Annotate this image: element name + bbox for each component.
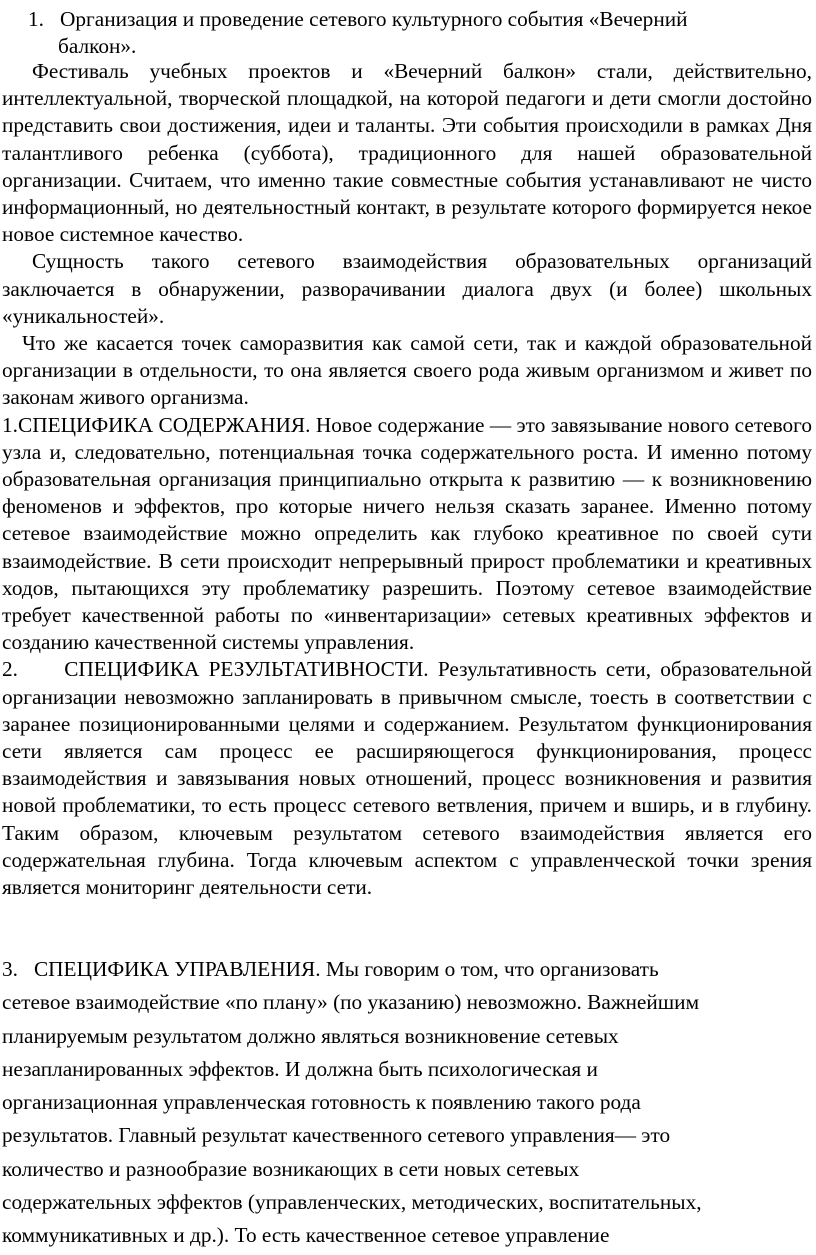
heading-line-2: балкон».: [58, 34, 137, 58]
document-heading: [28, 6, 812, 60]
section-content-specifics: [2, 412, 812, 657]
section-title: СПЕЦИФИКА СОДЕРЖАНИЯ.: [17, 412, 311, 437]
section-text-line: результатов. Главный результат качественного сетевого управления— это: [2, 1123, 671, 1148]
section-number: 3.: [2, 957, 18, 981]
section-text-line: содержательных эффектов (управленческих, методических, воспитательных,: [2, 1190, 702, 1215]
section-text-line: коммуникативных и др.). То есть качественное сетевое управление: [2, 1223, 610, 1248]
section-text-line: количество и разнообразие возникающих в сети новых сетевых: [2, 1156, 580, 1181]
paragraph-festival: Фестиваль учебных проектов и «Вечерний балкон» стали, действительно, интеллектуальной, творческой площадкой, на которой педагоги и дети смогли достойно представить свои достижения, идеи и таланты. Эти события происходили в рамках Дня талантливого ребенка (суббота), традиционного для нашей образовательной организации. Считаем, что именно такие совместные события устанавливают не чисто информационный, но деятельностный контакт, в результате которого формируется некое новое системное качество.: [2, 59, 812, 247]
paragraph-self-development: Что же касается точек саморазвития как самой сети, так и каждой образовательной организации в отдельности, то она является своего рода живым организмом и живет по законам живого организма.: [2, 331, 812, 410]
section-text-line: организационная управленческая готовность к появлению такого рода: [2, 1090, 641, 1115]
section-text: Новое содержание — это завязывание нового сетевого узла и, следовательно, потенциальная точка содержательного роста. И именно потому образовательная организация принципиально открыта к развитию — к возникновению феноменов и эффектов, про которые ничего нельзя сказать заранее. Именно потому сетевое взаимодействие можно определить как глубоко креативное по своей сути взаимодействие. В сети происходит непрерывный прирост проблематики и креативных ходов, пытающихся эту проблематику разрешить. Поэтому сетевое взаимодействие требует качественной работы по «инвентаризации» сетевых креативных эффектов и созданию качественной системы управления.: [2, 412, 813, 655]
section-results-specifics: [2, 656, 812, 901]
section-text-line: планируемым результатом должно являться возникновение сетевых: [2, 1023, 619, 1048]
heading-number: 1.: [28, 7, 44, 31]
section-text-line: незапланированных эффектов. И должна быть психологическая и: [2, 1056, 598, 1081]
section-number: 1.: [2, 412, 18, 437]
heading-line-1: Организация и проведение сетевого культурного события «Вечерний: [60, 7, 688, 31]
section-management-specifics: [2, 953, 792, 1253]
section-text-line: сетевое взаимодействие «по плану» (по указанию) невозможно. Важнейшим: [2, 990, 700, 1015]
section-text: Результативность сети, образовательной организации невозможно запланировать в привычном смысле, тоесть в соответствии с заранее позиционированными целями и содержанием. Результатом функционирования сети является сам процесс ее расширяющегося функционирования, процесс взаимодействия и завязывания новых отношений, процесс возникновения и развития новой проблематики, то есть процесс сетевого ветвления, причем и вширь, и в глубину. Таким образом, ключевым результатом сетевого взаимодействия является его содержательная глубина. Тогда ключевым аспектом с управленческой точки зрения является мониторинг деятельности сети.: [2, 657, 813, 900]
section-title: СПЕЦИФИКА УПРАВЛЕНИЯ.: [33, 957, 321, 981]
section-number: 2.: [2, 657, 18, 682]
paragraph-essence: Сущность такого сетевого взаимодействия образовательных организаций заключается в обнаружении, разворачивании диалога двух (и более) школьных «уникальностей».: [2, 249, 812, 328]
document-body: [2, 58, 812, 901]
section-line: [2, 953, 792, 986]
section-text-line: Мы говорим о том, что организовать: [325, 957, 659, 981]
section-title: СПЕЦИФИКА РЕЗУЛЬТАТИВНОСТИ.: [64, 657, 429, 682]
